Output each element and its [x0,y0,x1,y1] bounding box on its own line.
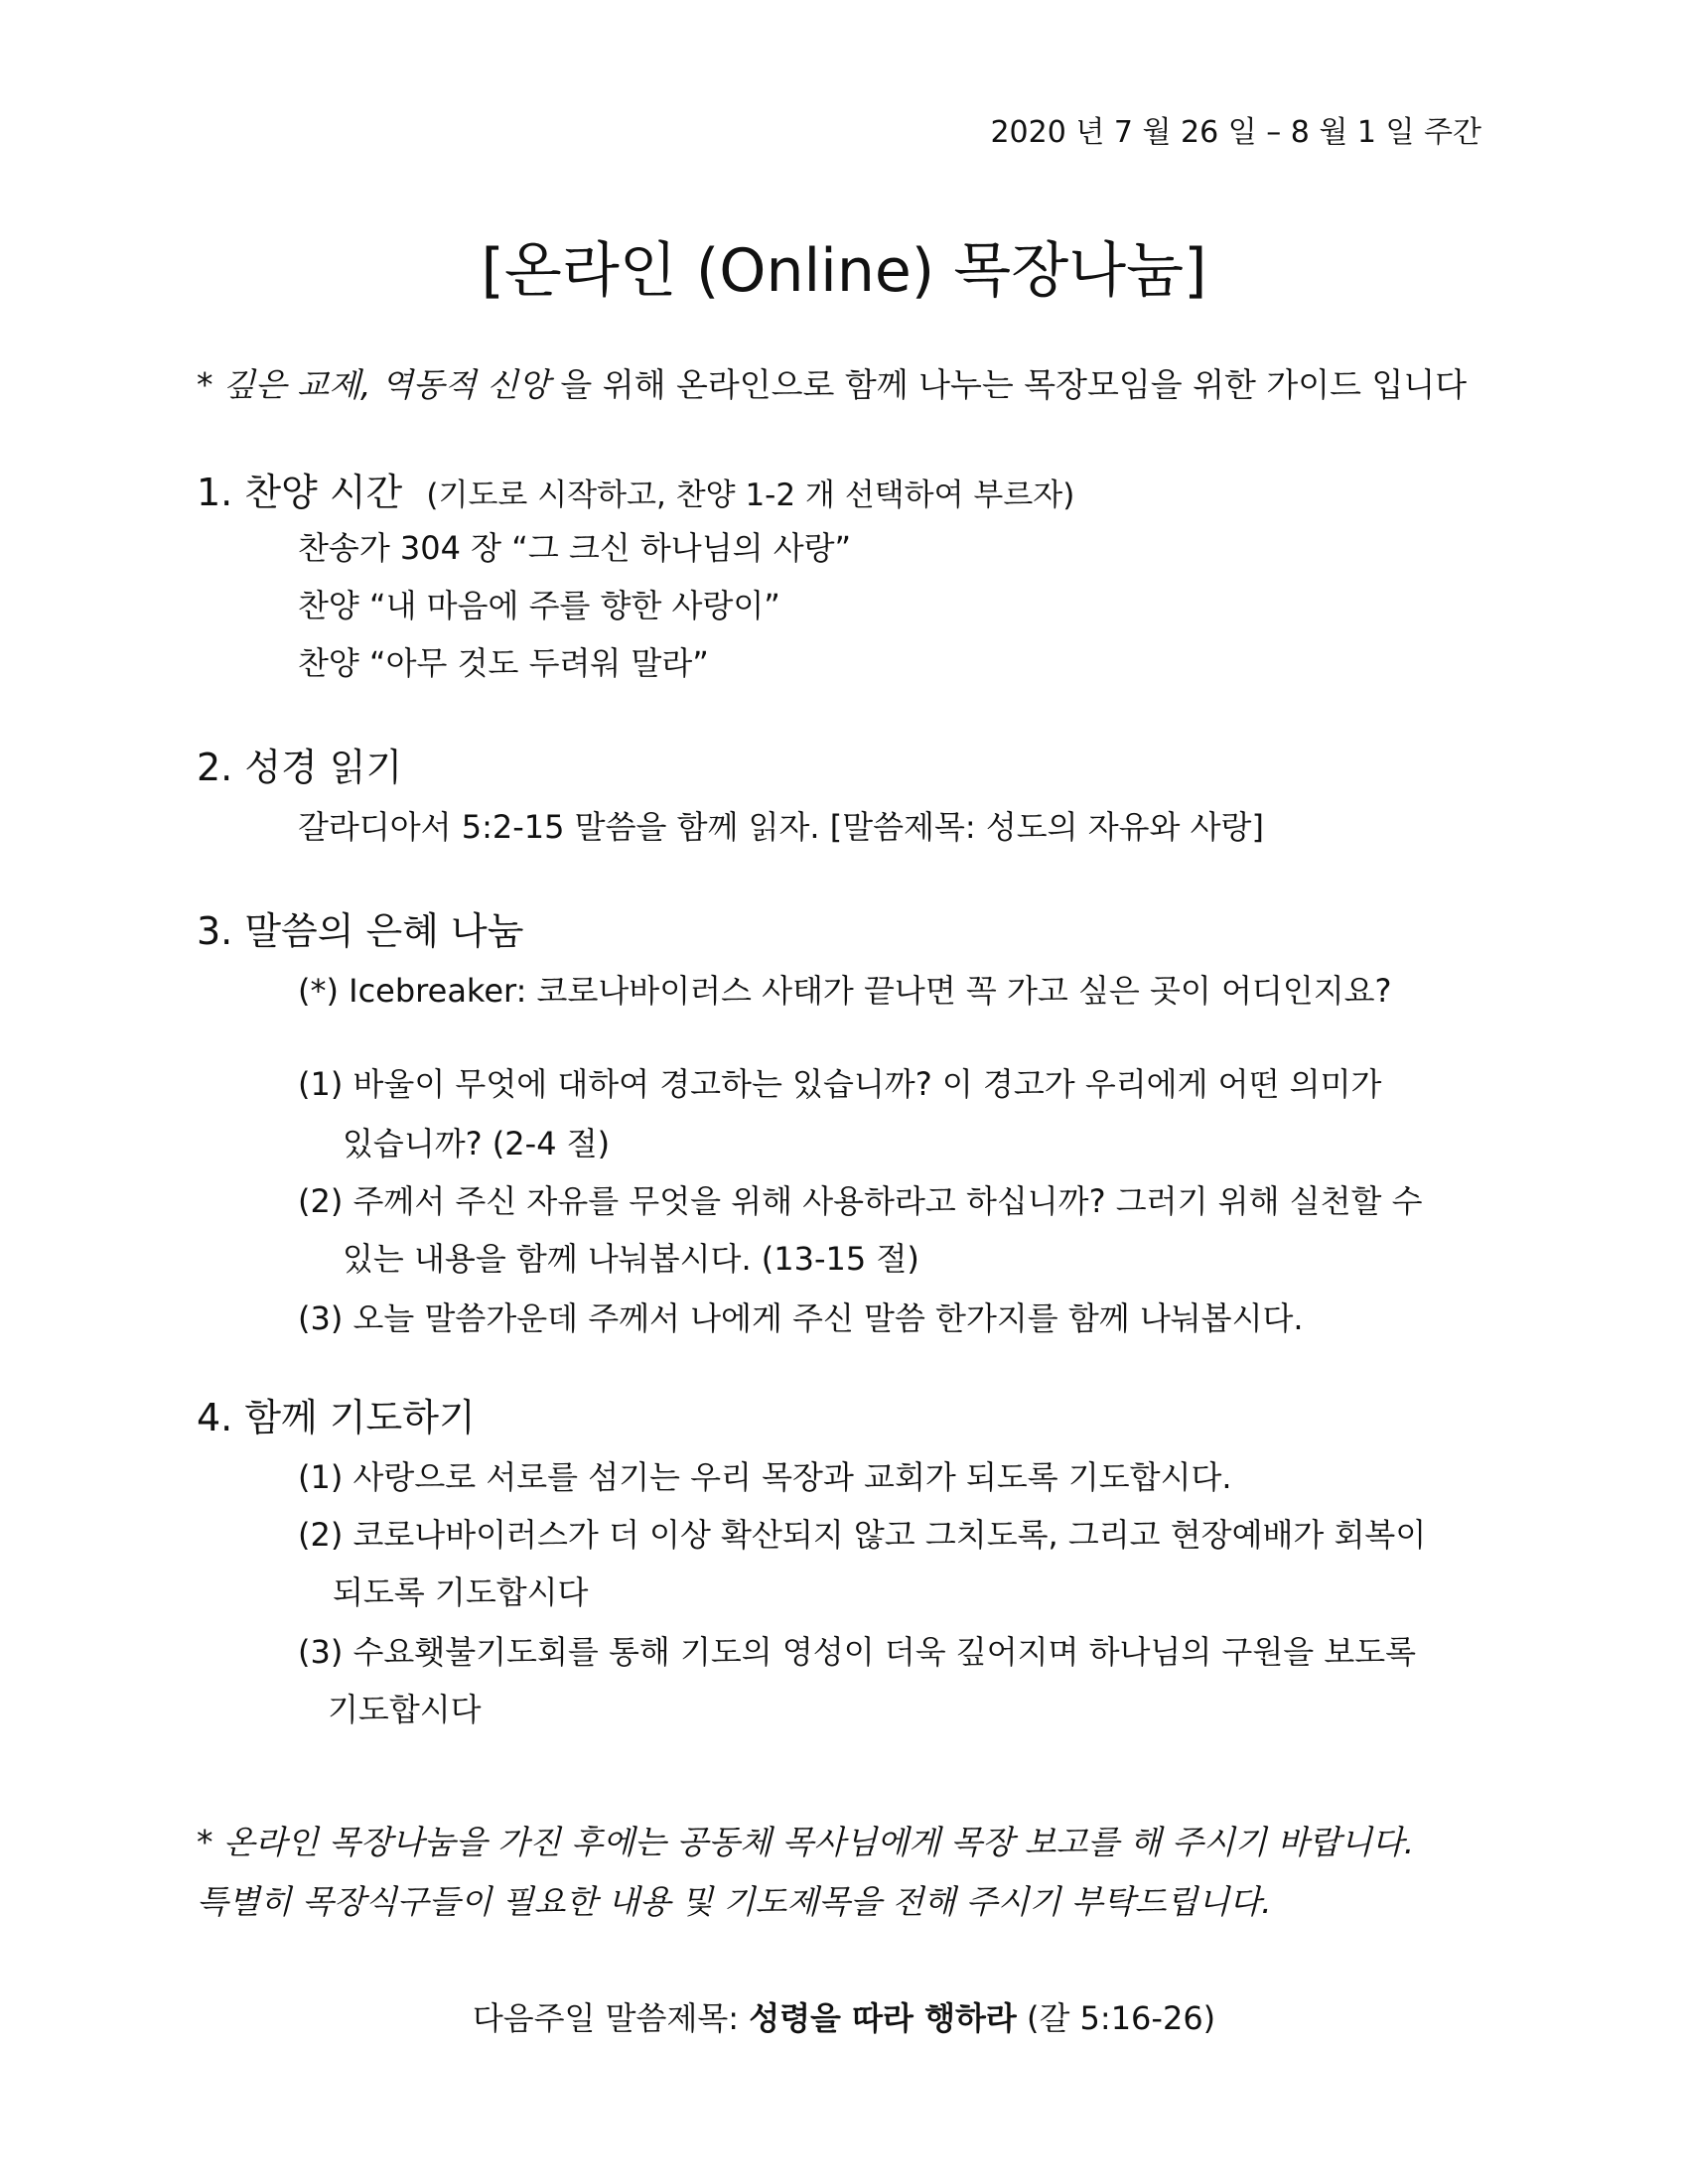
prayer-1-line: (1) 사랑으로 서로를 섬기는 우리 목장과 교회가 되도록 기도합시다. [298,1458,1232,1496]
intro-line [197,359,1467,406]
question-2-line-2: 있는 내용을 함께 나눠봅시다. (13-15 절) [343,1240,919,1278]
prayer-2-line-2: 되도록 기도합시다 [333,1573,589,1611]
section-4-heading: 4. 함께 기도하기 [197,1396,476,1439]
intro-star: * [197,365,223,404]
question-3-line: (3) 오늘 말씀가운데 주께서 나에게 주신 말씀 한가지를 함께 나눠봅시다. [298,1299,1304,1337]
prayer-3-line-1: (3) 수요횃불기도회를 통해 기도의 영성이 더욱 깊어지며 하나님의 구원을 보도록 [298,1633,1417,1671]
question-1-line-2: 있습니까? (2-4 절) [343,1125,611,1162]
next-sermon-line [0,1993,1688,2039]
page-title: [온라인 (Online) 목장나눔] [481,236,1207,306]
question-2-line-1: (2) 주께서 주신 자유를 무엇을 위해 사용하라고 하십니까? 그러기 위해 실천할 수 [298,1182,1423,1220]
next-sermon-title: 성령을 따라 행하라 [749,1999,1017,2037]
closing-line-1: * 온라인 목장나눔을 가진 후에는 공동체 목사님에게 목장 보고를 해 주시기 바랍니다. [197,1823,1415,1861]
next-sermon-label: 다음주일 말씀제목: [472,1999,750,2037]
hymn-item: 찬송가 304 장 “그 크신 하나님의 사랑” [298,529,852,567]
closing-line-2: 특별히 목장식구들이 필요한 내용 및 기도제목을 전해 주시기 부탁드립니다. [197,1882,1272,1921]
intro-rest: 을 위해 온라인으로 함께 나누는 목장모임을 위한 가이드 입니다 [549,365,1468,404]
section-2-heading: 2. 성경 읽기 [197,746,403,789]
prayer-2-line-1: (2) 코로나바이러스가 더 이상 확산되지 않고 그치도록, 그리고 현장예배가 회복이 [298,1516,1427,1554]
section-1-note: (기도로 시작하고, 찬양 1-2 개 선택하여 부르자) [426,478,1075,513]
hymn-item: 찬양 “아무 것도 두려워 말라” [298,644,709,682]
next-sermon-ref: (갈 5:16-26) [1016,1999,1216,2037]
question-1-line-1: (1) 바울이 무엇에 대하여 경고하는 있습니까? 이 경고가 우리에게 어떤 의미가 [298,1065,1382,1103]
date-range: 2020 년 7 월 26 일 – 8 월 1 일 주간 [990,115,1481,150]
hymn-item: 찬양 “내 마음에 주를 향한 사랑이” [298,587,780,624]
section-1-title: 1. 찬양 시간 [197,471,403,514]
section-1-heading [197,462,1074,516]
prayer-3-line-2: 기도합시다 [328,1691,482,1728]
icebreaker-line: (*) Icebreaker: 코로나바이러스 사태가 끝나면 꼭 가고 싶은 곳이 어디인지요? [298,972,1392,1010]
section-3-heading: 3. 말씀의 은혜 나눔 [197,909,524,953]
intro-italic: 깊은 교제, 역동적 신앙 [223,365,550,404]
scripture-line: 갈라디아서 5:2-15 말씀을 함께 읽자. [말씀제목: 성도의 자유와 사랑] [298,808,1264,846]
